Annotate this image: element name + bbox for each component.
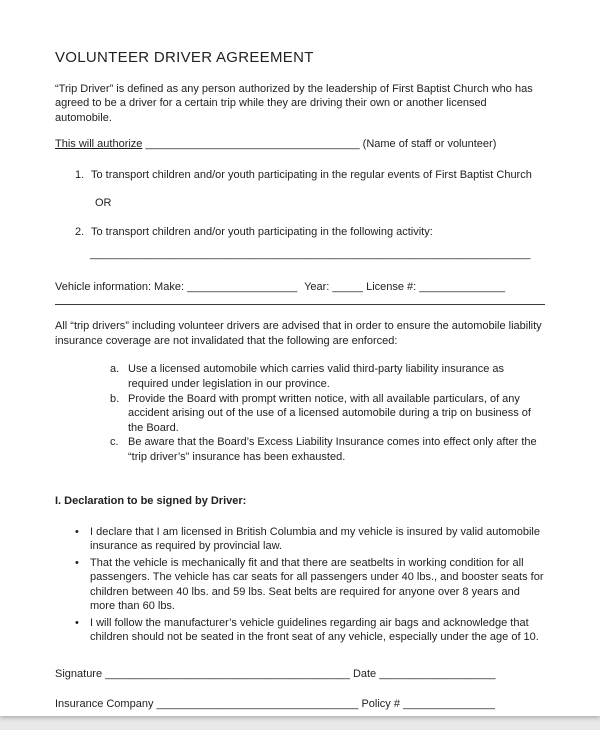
authorize-suffix: (Name of staff or volunteer) bbox=[362, 138, 497, 151]
insurance-company-blank: _________________________________ bbox=[156, 698, 359, 711]
authorize-blank: ___________________________________ bbox=[145, 138, 360, 151]
authorize-label: This will authorize bbox=[55, 138, 143, 151]
vehicle-year-blank: _____ bbox=[332, 280, 364, 293]
list-marker: a. bbox=[110, 363, 120, 376]
vehicle-license-label: License #: bbox=[366, 280, 417, 293]
date-label: Date bbox=[352, 667, 377, 680]
signature-blank: ________________________________________ bbox=[105, 667, 350, 680]
list-marker: 2. bbox=[75, 225, 85, 238]
vehicle-info-line bbox=[55, 280, 545, 306]
or-label: OR bbox=[95, 197, 112, 210]
lettered-item-a bbox=[110, 362, 545, 391]
bullet-item-1-text: I declare that I am licensed in British Columbia and my vehicle is insured by valid automobile insurance as required by provincial law. bbox=[90, 525, 540, 553]
bullet-item-3-text: I will follow the manufacturer’s vehicle guidelines regarding air bags and acknowledge that children should not be seated in the front seat of any vehicle, especially under the age of 10. bbox=[90, 616, 539, 644]
bullet-marker: • bbox=[75, 616, 79, 629]
signature-line bbox=[55, 667, 545, 682]
list-marker: b. bbox=[110, 392, 120, 405]
numbered-item-1-text: To transport children and/or youth participating in the regular events of First Baptist Church bbox=[91, 168, 532, 181]
lettered-item-c bbox=[110, 435, 545, 464]
list-marker: 1. bbox=[75, 168, 85, 181]
numbered-list bbox=[55, 168, 545, 240]
bullet-marker: • bbox=[75, 556, 79, 569]
list-marker: c. bbox=[110, 436, 119, 449]
bullet-item-1 bbox=[75, 525, 545, 554]
declaration-bullet-list bbox=[55, 525, 545, 645]
advisory-paragraph: All “trip drivers” including volunteer drivers are advised that in order to ensure the automobile liability insurance coverage are not invalidated that the following are enforced: bbox=[55, 320, 542, 347]
activity-blank-line: ________________________________________________________________________ bbox=[90, 248, 531, 261]
authorize-line bbox=[55, 137, 545, 152]
vehicle-license-blank: ______________ bbox=[419, 280, 505, 293]
numbered-item-2 bbox=[75, 225, 545, 240]
lettered-item-a-text: Use a licensed automobile which carries valid third-party liability insurance as required under legislation in our province. bbox=[128, 363, 505, 390]
date-blank: ___________________ bbox=[379, 667, 496, 680]
vehicle-year-label: Year: bbox=[304, 280, 330, 293]
signature-label: Signature bbox=[55, 667, 103, 680]
lettered-item-b bbox=[110, 392, 545, 436]
bullet-marker: • bbox=[75, 525, 79, 538]
bullet-item-2 bbox=[75, 556, 545, 614]
insurance-company-label: Insurance Company bbox=[55, 698, 154, 711]
bullet-item-2-text: That the vehicle is mechanically fit and that there are seatbelts in working condition for all passengers. The vehicle has car seats for all passengers under 40 lbs., and booster seats for children between 40 lbs. and 59 lbs. Seat belts are required for anyone over 8 years and more than 60 lbs. bbox=[90, 556, 544, 613]
vehicle-info-label: Vehicle information: Make: bbox=[55, 280, 185, 293]
lettered-list bbox=[55, 362, 545, 464]
bullet-item-3 bbox=[75, 616, 545, 645]
lettered-item-c-text: Be aware that the Board’s Excess Liability Insurance comes into effect only after the “trip driver’s” insurance has been exhausted. bbox=[128, 436, 537, 463]
intro-paragraph: “Trip Driver” is defined as any person authorized by the leadership of First Baptist Church who has agreed to be a driver for a certain trip while they are driving their own or another licensed automobile. bbox=[55, 82, 533, 124]
vehicle-make-blank: __________________ bbox=[187, 280, 298, 293]
declaration-heading: I. Declaration to be signed by Driver: bbox=[55, 495, 247, 508]
page-title: VOLUNTEER DRIVER AGREEMENT bbox=[55, 49, 314, 66]
insurance-line bbox=[55, 697, 545, 712]
numbered-item-2-text: To transport children and/or youth participating in the following activity: bbox=[91, 225, 433, 238]
policy-blank: _______________ bbox=[403, 698, 495, 711]
lettered-item-b-text: Provide the Board with prompt written notice, with all available particulars, of any accident arising out of the use of a licensed automobile during a trip on business of the Board. bbox=[128, 392, 531, 434]
policy-label: Policy # bbox=[361, 698, 400, 711]
numbered-item-1 bbox=[75, 168, 545, 183]
